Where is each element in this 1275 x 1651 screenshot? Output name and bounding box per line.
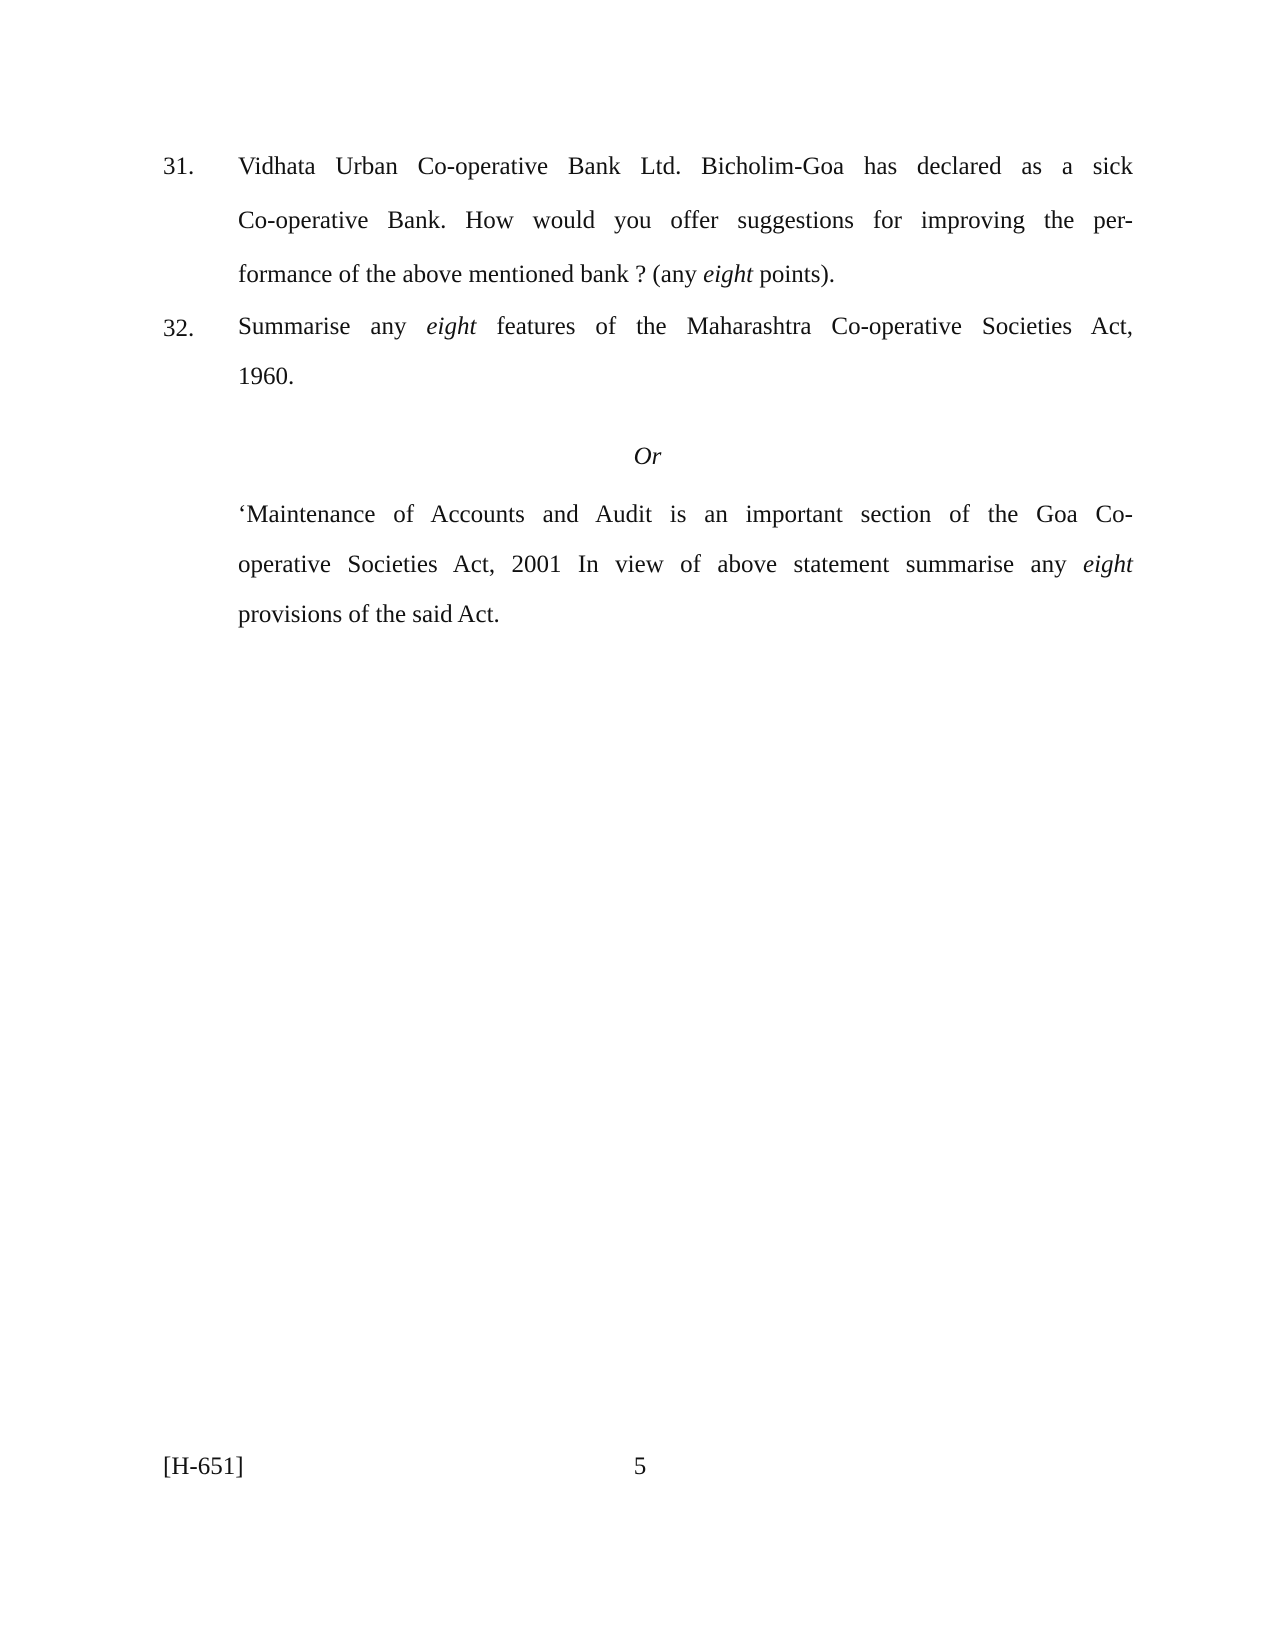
emphasis-word: eight [426, 313, 477, 340]
text-segment: points). [753, 261, 836, 288]
text-segment: Co-operative Bank. How would you offer suggestions for improving the per- [238, 207, 1133, 234]
emphasis-word: eight [1083, 551, 1133, 578]
text-line [238, 352, 1133, 402]
text-line [238, 590, 1133, 640]
text-line [238, 248, 1133, 302]
paper-code: [H-651] [163, 1453, 244, 1480]
text-line [238, 540, 1133, 590]
emphasis-word: eight [703, 261, 754, 288]
text-segment: formance of the above mentioned bank ? (any [238, 261, 704, 288]
page-number: 5 [633, 1453, 647, 1480]
text-line [238, 302, 1133, 352]
text-segment: provisions of the said Act. [238, 601, 500, 628]
text-segment: Vidhata Urban Co-operative Bank Ltd. Bicholim-Goa has declared as a sick [238, 153, 1133, 180]
text-line [238, 490, 1133, 540]
text-line [238, 140, 1133, 194]
text-line [238, 194, 1133, 248]
or-separator: Or [633, 443, 662, 470]
text-segment: operative Societies Act, 2001 In view of above statement summarise any [238, 551, 1083, 578]
question-number: 31. [163, 153, 195, 180]
text-segment: 1960. [238, 363, 295, 390]
question-number: 32. [163, 315, 195, 342]
text-segment: Summarise any [238, 313, 427, 340]
question-32-alternative [238, 490, 1133, 640]
text-segment: ‘Maintenance of Accounts and Audit is an important section of the Goa Co- [238, 501, 1133, 528]
question-text [238, 140, 1133, 302]
question-text [238, 302, 1133, 402]
text-segment: features of the Maharashtra Co-operative Societies Act, [476, 313, 1133, 340]
